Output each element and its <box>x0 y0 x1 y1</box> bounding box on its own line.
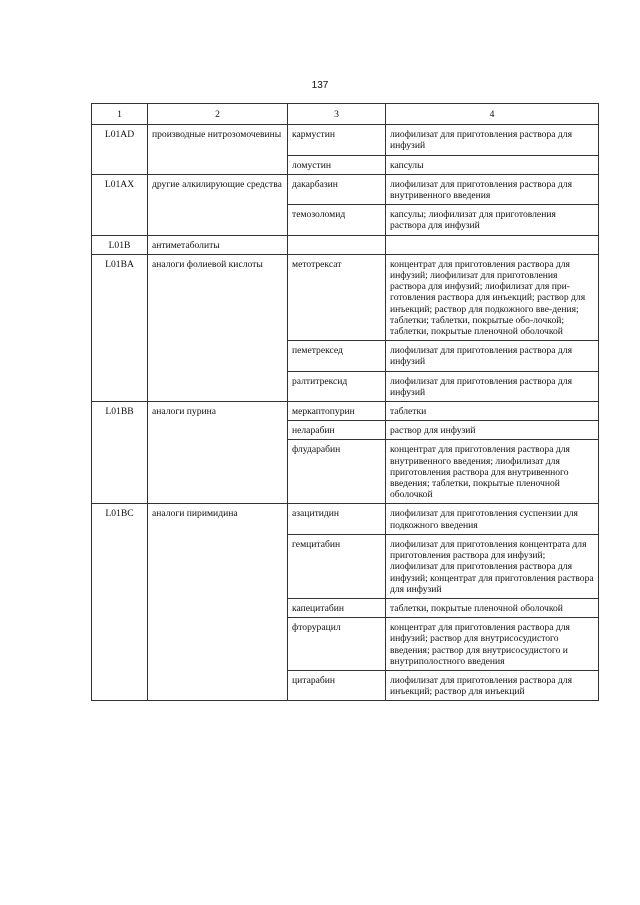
atc-code-cell: L01BA <box>92 254 148 401</box>
dosage-form-cell: лиофилизат для приготовления раствора для инфузий <box>386 371 599 401</box>
column-header-4: 4 <box>386 104 599 125</box>
drug-name-cell: меркаптопурин <box>288 402 386 421</box>
drug-classification-table <box>91 103 599 701</box>
drug-name-cell: ломустин <box>288 155 386 174</box>
drug-name-cell: капецитабин <box>288 598 386 617</box>
dosage-form-cell: капсулы <box>386 155 599 174</box>
atc-code-cell: L01BC <box>92 504 148 701</box>
drug-name-cell: кармустин <box>288 125 386 155</box>
group-name-cell: производные нитрозомочевины <box>148 125 288 175</box>
dosage-form-cell: лиофилизат для приготовления суспензии для подкожного введения <box>386 504 599 534</box>
drug-name-cell: цитарабин <box>288 670 386 700</box>
column-header-2: 2 <box>148 104 288 125</box>
page-number: 137 <box>311 80 329 91</box>
drug-name-cell: пеметрексед <box>288 341 386 371</box>
dosage-form-cell: лиофилизат для приготовления концентрата для приготовления раствора для инфузий; лиофилизат для приготовления раствора для инфузий; концентрат для приготовления раствора для инфузий <box>386 534 599 598</box>
table-row <box>92 254 599 340</box>
group-name-cell: антиметаболиты <box>148 235 288 254</box>
drug-name-cell: фторурацил <box>288 618 386 671</box>
group-name-cell: другие алкилирующие средства <box>148 174 288 235</box>
drug-name-cell: темозоломид <box>288 205 386 235</box>
dosage-form-cell: таблетки <box>386 402 599 421</box>
column-header-3: 3 <box>288 104 386 125</box>
atc-code-cell: L01AD <box>92 125 148 175</box>
table-body <box>92 125 599 701</box>
drug-name-cell: метотрексат <box>288 254 386 340</box>
group-name-cell: аналоги пурина <box>148 402 288 504</box>
header-row <box>92 104 599 125</box>
group-name-cell: аналоги пиримидина <box>148 504 288 701</box>
drug-name-cell: неларабин <box>288 421 386 440</box>
atc-code-cell: L01AX <box>92 174 148 235</box>
dosage-form-cell <box>386 235 599 254</box>
drug-name-cell: ралтитрексид <box>288 371 386 401</box>
dosage-form-cell: лиофилизат для приготовления раствора для инфузий <box>386 125 599 155</box>
atc-code-cell: L01B <box>92 235 148 254</box>
drug-name-cell: дакарбазин <box>288 174 386 204</box>
table-row <box>92 504 599 534</box>
dosage-form-cell: концентрат для приготовления раствора для инфузий; лиофилизат для приготовления раствора для инфузий; лиофилизат для при-готовления раствора для инъекций; раствор для инъекций; раствор для подкожного вве-дения; таблетки; таблетки, покрытые обо-лочкой; таблетки, покрытые пленочной оболочкой <box>386 254 599 340</box>
drug-name-cell: гемцитабин <box>288 534 386 598</box>
table-row <box>92 235 599 254</box>
dosage-form-cell: капсулы; лиофилизат для приготовления раствора для инфузий <box>386 205 599 235</box>
dosage-form-cell: лиофилизат для приготовления раствора для инъекций; раствор для инъекций <box>386 670 599 700</box>
dosage-form-cell: концентрат для приготовления раствора для внутривенного введения; лиофилизат для приготовления раствора для внутривенного введения; таблетки, покрытые пленочной оболочкой <box>386 440 599 504</box>
dosage-form-cell: таблетки, покрытые пленочной оболочкой <box>386 598 599 617</box>
table-row <box>92 174 599 204</box>
atc-code-cell: L01BB <box>92 402 148 504</box>
table-row <box>92 402 599 421</box>
column-header-1: 1 <box>92 104 148 125</box>
drug-name-cell: флударабин <box>288 440 386 504</box>
dosage-form-cell: лиофилизат для приготовления раствора для инфузий <box>386 341 599 371</box>
table-row <box>92 125 599 155</box>
drug-name-cell <box>288 235 386 254</box>
dosage-form-cell: раствор для инфузий <box>386 421 599 440</box>
drug-name-cell: азацитидин <box>288 504 386 534</box>
group-name-cell: аналоги фолиевой кислоты <box>148 254 288 401</box>
dosage-form-cell: концентрат для приготовления раствора для инфузий; раствор для внутрисосудистого введения; раствор для внутрисосудистого и внутриполостного введения <box>386 618 599 671</box>
dosage-form-cell: лиофилизат для приготовления раствора для внутривенного введения <box>386 174 599 204</box>
